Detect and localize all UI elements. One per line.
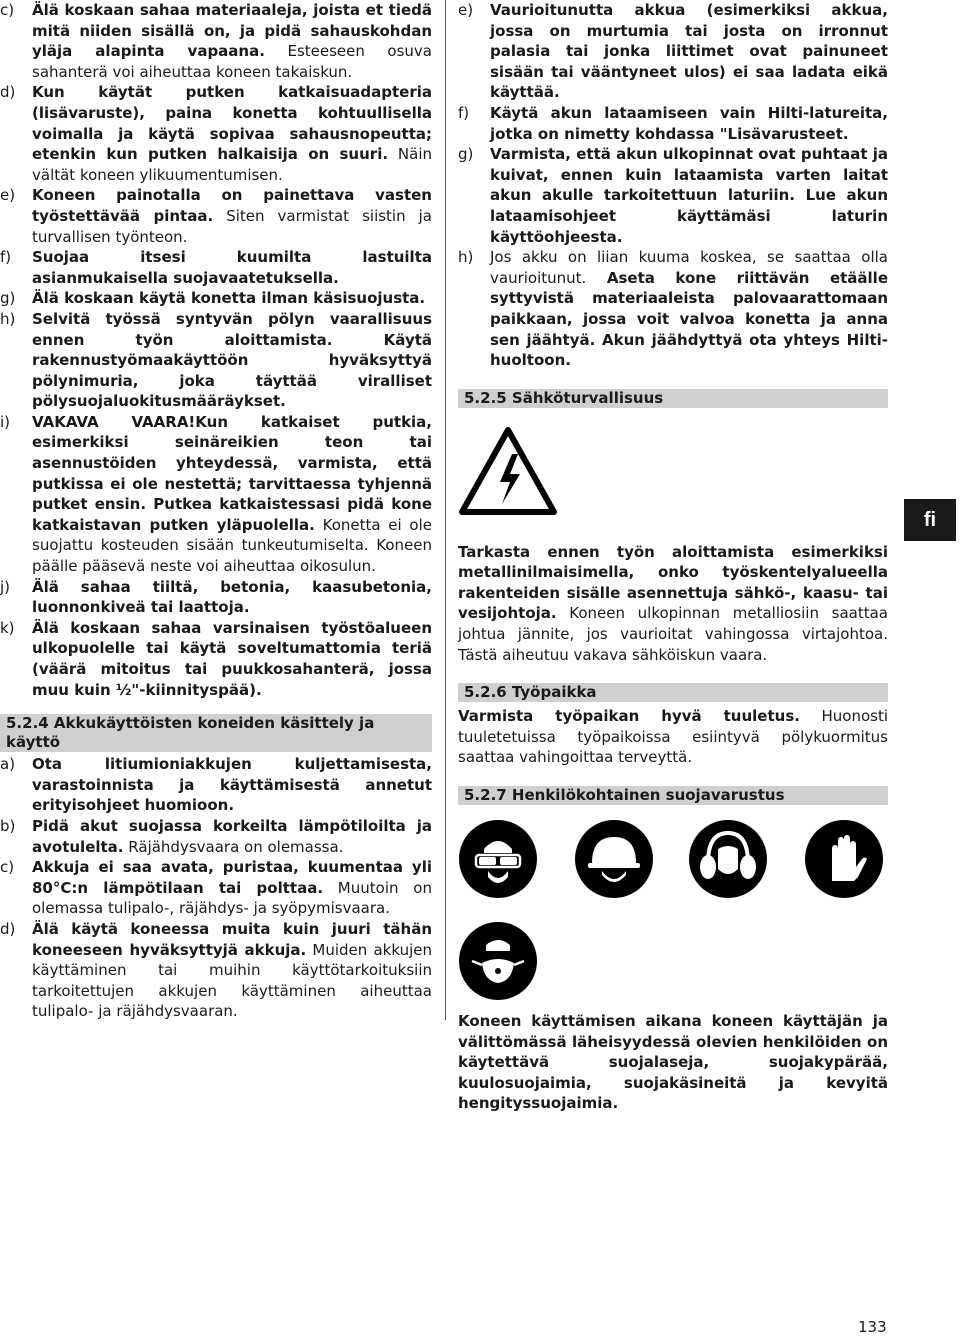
- list-item: [458, 103, 888, 144]
- list-item: [0, 754, 432, 816]
- list-item-text: Älä sahaa tiiltä, betonia, kaasubetonia, luonnonkiveä tai laattoja.: [32, 577, 432, 617]
- right-column: [458, 0, 888, 1114]
- electric-paragraph: Tarkasta ennen työn aloittamista esimerkiksi metallinilmaisimella, onko työskentelyalueella rakenteiden sisälle asennettuja sähkö-, kaasu- tai vesijohtoja. Koneen ulkopinnan metalliosiin saattaa johtua jännite, jos vaurioitat vahingossa virtajohtoa. Tästä aiheutuu vakava sähköiskun vaara.: [458, 542, 888, 664]
- list-item: [458, 247, 888, 371]
- list-item-text: VAKAVA VAARA!Kun katkaiset putkia, esimerkiksi seinäreikien teon tai asennustöiden yhteydessä, varmista, että putkissa ei ole nestettä; tarvittaessa tyhjennä putket ensin. Putkea katkaistessasi pidä kone katkaistavan putken yläpuolella. Konetta ei ole suojattu kosteuden sisään tunkeutumiselta. Koneen päälle pääsevä neste voi aiheuttaa oikosulun.: [32, 412, 432, 576]
- list-item-label: b): [0, 816, 16, 835]
- language-tab: fi: [904, 499, 956, 541]
- list-item-text: Akkuja ei saa avata, puristaa, kuumentaa yli 80°C:n lämpötilaan tai polttaa. Muutoin on olemassa tulipalo-, räjähdys- ja syöpymisvaara.: [32, 858, 432, 918]
- list-item-text: Kun käytät putken katkaisuadapteria (lisävaruste), paina konetta kohtuullisella voimalla ja käytä sopivaa sahausnopeutta; etenkin kun putken halkaisija on suuri. Näin vältät koneen ylikuumentumisen.: [32, 83, 432, 184]
- section-heading-5-2-4: 5.2.4 Akkukäyttöisten koneiden käsittely ja käyttö: [0, 714, 432, 752]
- list-item: [0, 82, 432, 185]
- section-heading-5-2-5: 5.2.5 Sähköturvallisuus: [458, 389, 888, 408]
- list-item-text: Käytä akun lataamiseen vain Hilti-latureita, jotka on nimetty kohdassa "Lisävarusteet.: [490, 103, 888, 143]
- list-item-text: Varmista, että akun ulkopinnat ovat puhtaat ja kuivat, ennen kuin lataamista varten laitat akun akulle tarkoitettuun laturiin. Lue akun lataamisohjeet käyttämäsi laturin käyttöohjeesta.: [490, 145, 888, 246]
- hard-hat-icon: [574, 819, 654, 899]
- list-item-label: d): [0, 83, 16, 102]
- list-item-label: e): [458, 1, 474, 19]
- ppe-icons: [458, 805, 888, 1011]
- list-item-label: d): [0, 919, 16, 938]
- workplace-paragraph: Varmista työpaikan hyvä tuuletus. Huonosti tuuletetuissa työpaikoissa esiintyvä pölykuormitus saattaa vahingoittaa terveyttä.: [458, 707, 888, 767]
- left-list: [0, 0, 432, 700]
- list-item-label: c): [0, 858, 15, 877]
- list-item-text: Selvitä työssä syntyvän pölyn vaarallisuus ennen työn aloittamista. Käytä rakennustyömaakäyttöön hyväksyttyä pölynimuria, joka täyttää viralliset pölysuojaluokitusmääräykset.: [32, 309, 433, 411]
- list-item: [0, 919, 432, 1022]
- list-item: [0, 816, 432, 857]
- list-item: [0, 309, 432, 412]
- left-column: [0, 0, 432, 1022]
- list-item-label: f): [0, 248, 12, 267]
- section-heading-5-2-6: 5.2.6 Työpaikka: [458, 683, 888, 702]
- list-item: [458, 144, 888, 247]
- gloves-icon: [804, 819, 884, 899]
- respirator-mask-icon: [458, 921, 538, 1001]
- list-item-label: a): [0, 755, 16, 774]
- column-divider: [445, 0, 446, 1020]
- list-item-label: j): [0, 577, 11, 596]
- page-number: 133: [858, 1318, 887, 1336]
- list-item: [0, 412, 432, 577]
- list-item-text: Suojaa itsesi kuumilta lastuilta asianmukaisella suojavaatetuksella.: [32, 248, 432, 287]
- list-item: [458, 0, 888, 103]
- list-item-text: Ota litiumioniakkujen kuljettamisesta, varastoinnista ja käyttämisestä annetut erityisohjeet huomioon.: [32, 755, 432, 815]
- section-heading-5-2-7: 5.2.7 Henkilökohtainen suojavarustus: [458, 786, 888, 805]
- list-item-text: Älä koskaan sahaa varsinaisen työstöalueen ulkopuolelle tai käytä soveltumattomia teriä (väärä mitoitus tai puukkosahanterä, jossa muu kuin ½"-kiinnityspää).: [32, 618, 432, 699]
- list-item-label: e): [0, 186, 16, 205]
- list-item: [0, 288, 432, 309]
- list-item: [0, 857, 432, 919]
- list-item-label: g): [0, 289, 16, 308]
- list-item-text: Pidä akut suojassa korkeilta lämpötiloilta ja avotulelta. Räjähdysvaara on olemassa.: [32, 816, 432, 856]
- ear-protection-icon: [688, 819, 768, 899]
- list-item-label: k): [0, 618, 15, 637]
- list-item-text: Vaurioitunutta akkua (esimerkiksi akkua, jossa on murtumia tai josta on irronnut palasia tai jonka liittimet ovat painuneet sisään tai vääntyneet ulos) ei saa ladata eikä käyttää.: [490, 1, 888, 102]
- right-list: [458, 0, 888, 371]
- list-item: [0, 185, 432, 247]
- list-item-label: f): [458, 103, 470, 122]
- list-item-text: Älä koskaan käytä konetta ilman käsisuojusta.: [32, 289, 426, 308]
- list-item-text: Jos akku on liian kuuma koskea, se saattaa olla vaurioitunut. Aseta kone riittävän etäälle syttyvistä materiaaleista palovaarattomaan paikkaan, jossa voit valvoa konetta ja anna sen jäähtyä. Akun jäähdyttyä ota yhteys Hilti-huoltoon.: [490, 248, 888, 370]
- list-item-label: h): [458, 248, 474, 267]
- list-item: [0, 577, 432, 618]
- list-item: [0, 618, 432, 700]
- battery-list: [0, 754, 432, 1022]
- electric-hazard-area: [458, 408, 888, 528]
- list-item-label: h): [0, 309, 16, 328]
- list-item-label: g): [458, 145, 474, 164]
- electric-hazard-icon: [458, 426, 558, 516]
- list-item: [0, 247, 432, 288]
- list-item: [0, 0, 432, 82]
- ppe-paragraph: Koneen käyttämisen aikana koneen käyttäjän ja välittömässä läheisyydessä olevien henkilöiden on käytettävä suojalaseja, suojakypärää, kuulosuojaimia, suojakäsineitä ja kevyitä hengityssuojaimia.: [458, 1012, 888, 1113]
- list-item-label: i): [0, 412, 11, 431]
- list-item-text: Älä käytä koneessa muita kuin juuri tähän koneeseen hyväksyttyjä akkuja. Muiden akkujen käyttäminen tai muihin käyttötarkoituksiin tarkoitettujen akkujen käyttäminen aiheuttaa tulipalo- ja räjähdysvaaran.: [32, 919, 432, 1021]
- list-item-text: Koneen painotalla on painettava vasten työstettävää pintaa. Siten varmistat siistin ja turvallisen työnteon.: [32, 186, 433, 246]
- safety-glasses-icon: [458, 819, 538, 899]
- list-item-label: c): [0, 1, 15, 19]
- list-item-text: Älä koskaan sahaa materiaaleja, joista et tiedä mitä niiden sisällä on, ja pidä sahauskohdan yläja alapinta vapaana. Esteeseen osuva sahanterä voi aiheuttaa koneen takaiskun.: [32, 1, 432, 81]
